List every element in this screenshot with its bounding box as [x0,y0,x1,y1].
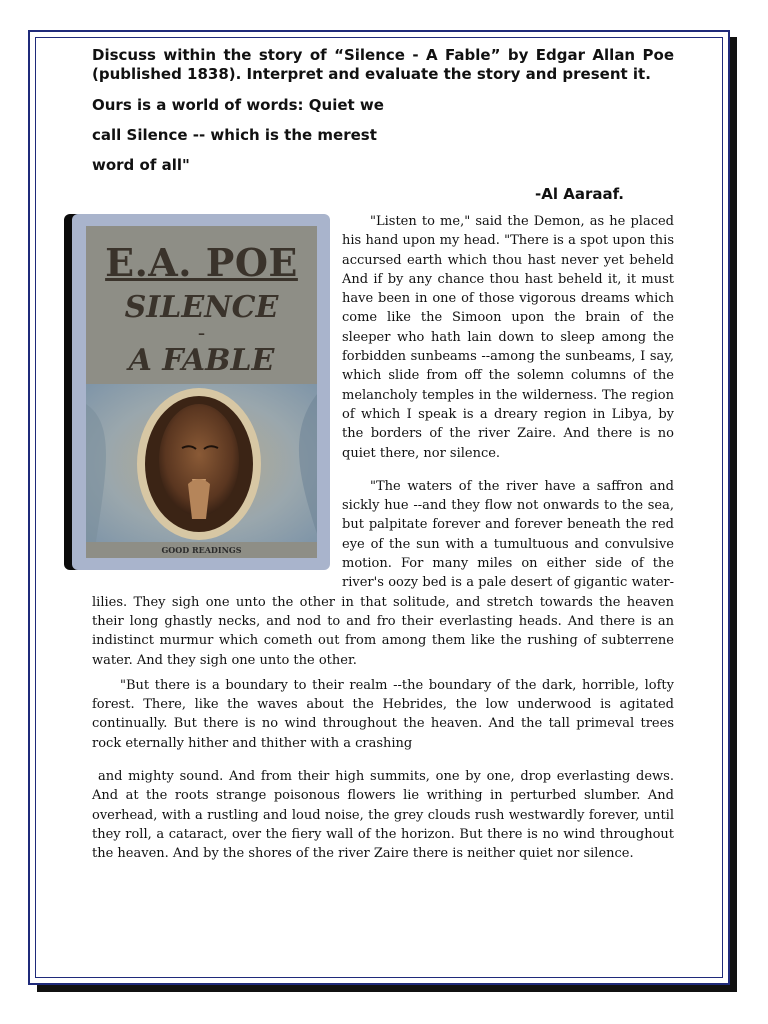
epigraph-line: call Silence -- which is the merest [92,126,377,144]
epigraph-line: word of all" [92,156,190,174]
story-paragraph: "But there is a boundary to their realm --the boundary of the dark, horrible, lofty forest. There, like the waves about the Hebrides, the low underwood is agitated continually. But there is no wind throughout the heaven. And the tall primeval trees rock eternally hither and thither with a crashing [92,677,674,751]
epigraph [92,90,674,204]
epigraph-line: Ours is a world of words: Quiet we [92,96,384,114]
cover-dash: – [198,326,205,342]
assignment-heading: Discuss within the story of “Silence - A Fable” by Edgar Allan Poe (published 1838). Interpret and evaluate the story and present it. [92,46,674,83]
book-cover-image [64,214,330,570]
document-body [92,46,674,870]
cover-title-line1: SILENCE [124,290,279,325]
book-cover-frame [72,214,330,570]
epigraph-attribution: -Al Aaraaf. [535,185,624,203]
book-cover-panel [86,226,317,558]
cover-title-line2: A FABLE [128,343,275,378]
story-paragraph: "Listen to me," said the Demon, as he placed his hand upon my head. "There is a spot upon this accursed earth which thou hast never yet beheld And if by any chance thou hast beheld it, it must have been in one of those vigorous dreams which come like the Simoon upon the brain of the sleeper who hath lain down to sleep among the forbidden sunbeams --among the sunbeams, I say, which slide from off the solemn columns of the melancholy temples in the wilderness. The region of which I speak is a dreary region in Libya, by the borders of the river Zaire. And there is no quiet there, nor silence. [342,214,674,461]
story-paragraph: and mighty sound. And from their high summits, one by one, drop everlasting dews. And at the roots strange poisonous flowers lie writhing in perturbed slumber. And overhead, with a rustling and loud noise, the grey clouds rush westwardly forever, until they roll, a cataract, over the fiery wall of the horizon. But there is no wind throughout the heaven. And by the shores of the river Zaire there is neither quiet nor silence. [92,769,674,862]
cover-author: E.A. POE [105,240,298,285]
cover-publisher: GOOD READINGS [161,545,242,555]
cover-portrait-illustration [86,384,317,542]
story-paragraph: "The waters of the river have a saffron and sickly hue --and they flow not onwards to the sea, but palpitate forever and forever beneath the red eye of the sun with a tumultuous and convulsive motion. For many miles on either side of the river's oozy bed is a pale desert of gigantic water-lilies. They sigh one unto the other in that solitude, and stretch towards the heaven their long ghastly necks, and nod to and fro their everlasting heads. And there is an indistinct murmur which cometh out from among them like the rushing of subterrene water. And they sigh one unto the other. [92,478,674,668]
